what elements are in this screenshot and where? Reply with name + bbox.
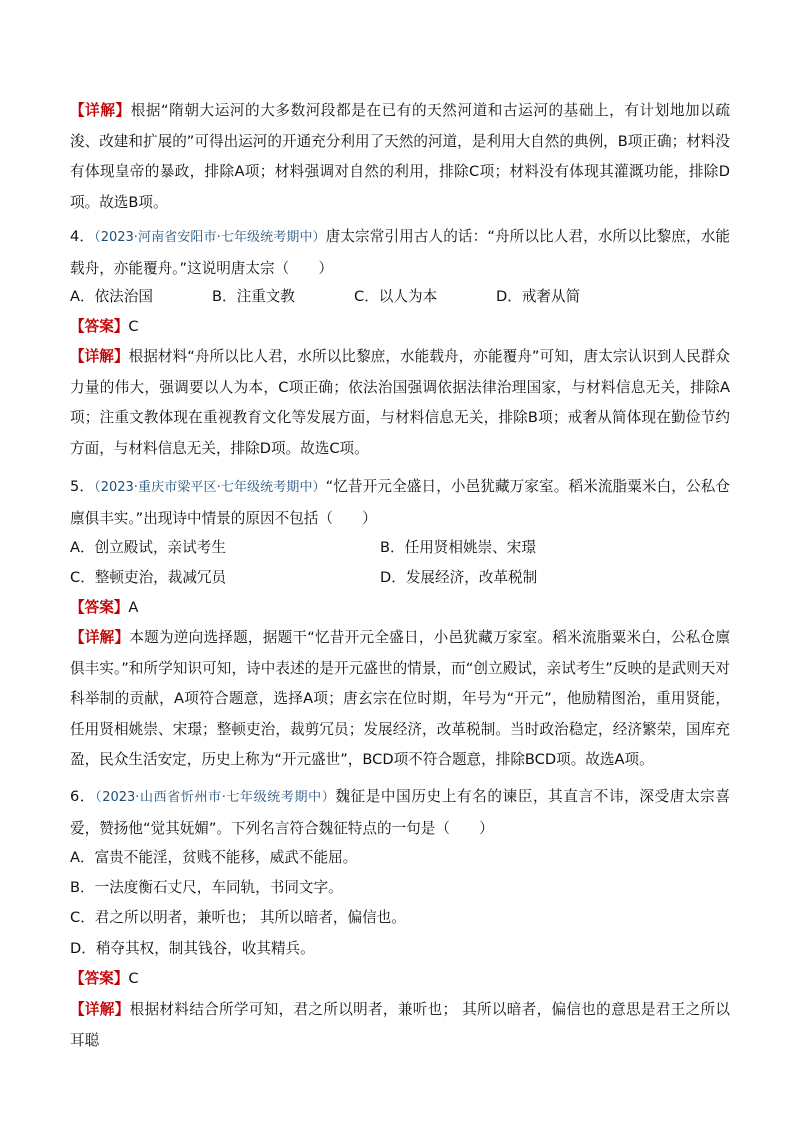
q6-option-a-row xyxy=(70,843,730,873)
q4-source: （2023·河南省安阳市·七年级统考期中） xyxy=(94,230,326,245)
q6-source: （2023·山西省忻州市·七年级统考期中） xyxy=(95,790,336,805)
q5-option-c: C．整顿吏治，裁减冗员 xyxy=(70,569,227,586)
q5-answer-value: A xyxy=(128,599,139,616)
q5-stem xyxy=(70,472,730,534)
q5-option-b: B．任用贤相姚崇、宋璟 xyxy=(380,539,536,556)
q5-source: （2023·重庆市梁平区·七年级统考期中） xyxy=(94,480,326,495)
q4-option-c: C．以人为本 xyxy=(354,288,438,305)
q4-answer xyxy=(70,312,730,343)
q4-detail xyxy=(70,342,730,464)
q5-answer xyxy=(70,593,730,624)
q6-number: 6． xyxy=(70,788,96,805)
q6-option-b: B．一法度衡石丈尺，车同轨，书同文字。 xyxy=(70,879,343,896)
q4-number: 4． xyxy=(70,228,95,245)
q5-stem-text: “忆昔开元全盛日，小邑犹藏万家室。稻米流脂粟米白，公私仓廪俱丰实。”出现诗中情景的原因不包括（ ） xyxy=(70,478,730,527)
q4-option-a: A．依法治国 xyxy=(70,288,153,305)
q6-option-a: A．富贵不能淫，贫贱不能移，威武不能屈。 xyxy=(70,849,358,866)
q6-option-d: D．稍夺其权，制其钱谷，收其精兵。 xyxy=(70,940,315,957)
detail-label: 【详解】 xyxy=(70,1001,130,1018)
q5-detail xyxy=(70,623,730,776)
q4-detail-text: 根据材料“舟所以比人君，水所以比黎庶，水能载舟，亦能覆舟”可知，唐太宗认识到人民群众力量的伟大，强调要以人为本，C项正确；依法治国强调依据法律治理国家，与材料信息无关，排除A项；注重文教体现在重视教育文化等发展方面，与材料信息无关，排除B项；戒奢从简体现在勤俭节约方面，与材料信息无关，排除D项。故选C项。 xyxy=(70,348,730,457)
q5-option-d: D．发展经济，改革税制 xyxy=(380,569,538,586)
q6-detail xyxy=(70,995,730,1056)
q6-answer xyxy=(70,964,730,995)
detail-label: 【详解】 xyxy=(70,629,130,646)
answer-label: 【答案】 xyxy=(70,318,129,335)
q4-stem-text: 唐太宗常引用古人的话：“舟所以比人君，水所以比黎庶，水能载舟，亦能覆舟。”这说明唐太宗（ ） xyxy=(70,228,730,277)
answer-label: 【答案】 xyxy=(70,599,129,616)
q4-option-d: D．戒奢从简 xyxy=(496,288,581,305)
answer-label: 【答案】 xyxy=(70,970,129,987)
q4-option-b: B．注重文教 xyxy=(212,288,295,305)
q6-option-c: C．君之所以明者，兼听也； 其所以暗者，偏信也。 xyxy=(70,909,406,926)
q5-options-row2 xyxy=(70,563,730,593)
q3-detail xyxy=(70,96,730,218)
q5-number: 5． xyxy=(70,478,95,495)
q6-option-c-row xyxy=(70,903,730,933)
q6-answer-value: C xyxy=(128,970,139,987)
q6-option-b-row xyxy=(70,873,730,903)
q4-options xyxy=(70,282,730,312)
q6-stem-text: 魏征是中国历史上有名的谏臣，其直言不讳，深受唐太宗喜爱，赞扬他“觉其妩媚”。下列名言符合魏征特点的一句是（ ） xyxy=(70,788,730,837)
q4-stem xyxy=(70,222,730,284)
q3-detail-text: 根据“隋朝大运河的大多数河段都是在已有的天然河道和古运河的基础上，有计划地加以疏浚、改建和扩展的”可得出运河的开通充分利用了天然的河道，是利用大自然的典例，B项正确；材料没有体现皇帝的暴政，排除A项；材料强调对自然的利用，排除C项；材料没有体现其灌溉功能，排除D项。故选B项。 xyxy=(70,102,730,211)
q6-stem xyxy=(70,782,730,844)
q6-detail-text: 根据材料结合所学可知，君之所以明者，兼听也； 其所以暗者，偏信也的意思是君王之所以耳聪 xyxy=(70,1001,730,1049)
q5-detail-text: 本题为逆向选择题，据题干“忆昔开元全盛日，小邑犹藏万家室。稻米流脂粟米白，公私仓廪俱丰实。”和所学知识可知，诗中表述的是开元盛世的情景，而“创立殿试，亲试考生”反映的是武则天对科举制的贡献，A项符合题意，选择A项；唐玄宗在位时期，年号为“开元”，他励精图治，重用贤能，任用贤相姚崇、宋璟；整顿吏治，裁剪冗员；发展经济，改革税制。当时政治稳定，经济繁荣，国库充盈，民众生活安定，历史上称为“开元盛世”，BCD项不符合题意，排除BCD项。故选A项。 xyxy=(70,629,730,768)
q5-option-a: A．创立殿试，亲试考生 xyxy=(70,539,226,556)
q5-options-row1 xyxy=(70,533,730,563)
q4-answer-value: C xyxy=(128,318,139,335)
detail-label: 【详解】 xyxy=(70,348,129,365)
detail-label: 【详解】 xyxy=(70,102,131,119)
q6-option-d-row xyxy=(70,934,730,964)
